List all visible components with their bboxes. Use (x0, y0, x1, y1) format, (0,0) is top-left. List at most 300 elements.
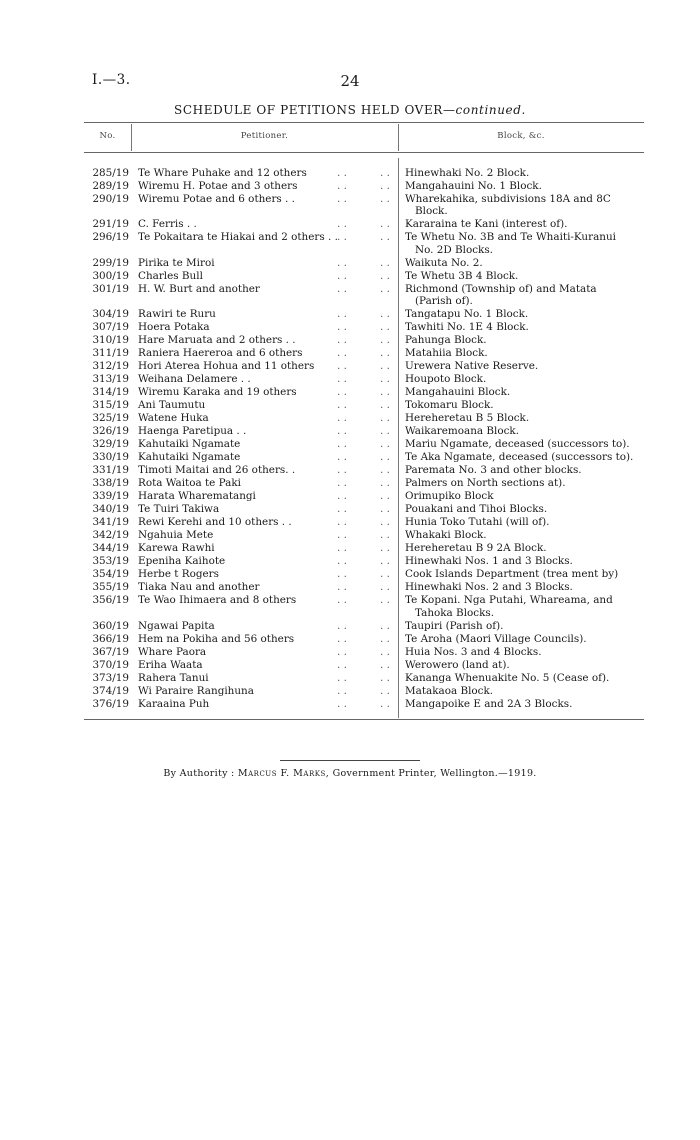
petition-number: 307/19 (92, 321, 129, 334)
petitioner-cell (132, 347, 398, 359)
leader-dots: . . (380, 438, 390, 451)
block-description: Tokomaru Block. (405, 399, 494, 412)
table-row (84, 347, 644, 359)
table-row (84, 308, 644, 320)
petitioner-cell (132, 555, 398, 567)
petitioner-name: Timoti Maitai and 26 others. . (138, 464, 296, 477)
petition-number: 299/19 (92, 256, 129, 269)
table-bottom-rule (84, 719, 644, 720)
block-cell (398, 347, 644, 359)
petitioner-cell (132, 451, 398, 463)
block-cell (398, 464, 644, 476)
petitioner-name: Charles Bull (138, 269, 203, 282)
leader-dots: . . (380, 386, 390, 399)
petitioner-cell (132, 646, 398, 658)
table-row (84, 464, 644, 476)
petitioner-cell (132, 360, 398, 372)
petition-number: 329/19 (92, 438, 129, 451)
block-description: Urewera Native Reserve. (405, 360, 539, 373)
table-row (84, 620, 644, 632)
petitioner-name: Wiremu H. Potae and 3 others (138, 180, 298, 192)
leader-dots: . . (380, 451, 390, 464)
leader-dots: . . (380, 555, 390, 568)
table-row (84, 477, 644, 489)
leader-dots: . . (380, 671, 390, 684)
petition-number: 340/19 (92, 503, 129, 516)
petitioner-name: Wiremu Potae and 6 others . . (138, 193, 295, 205)
block-cell (398, 283, 644, 308)
table-row (84, 503, 644, 515)
block-description: Hinewhaki Nos. 1 and 3 Blocks. (405, 555, 573, 568)
petitioner-cell (132, 581, 398, 593)
table-row (84, 373, 644, 385)
leader-dots: . . (337, 412, 347, 425)
leader-dots: . . (337, 529, 347, 542)
block-description: Taupiri (Parish of). (405, 619, 504, 632)
table-row (84, 581, 644, 593)
block-cell (398, 516, 644, 528)
block-description: Pouakani and Tihoi Blocks. (405, 503, 548, 516)
printer-imprint (0, 768, 700, 779)
block-description: Mangahauini Block. (405, 386, 511, 399)
table-header-rule (84, 152, 644, 153)
block-cell (398, 542, 644, 554)
leader-dots: . . (380, 594, 390, 607)
leader-dots: . . (337, 334, 347, 347)
petitioner-cell (132, 685, 398, 697)
petition-number: 290/19 (92, 193, 129, 205)
block-cell (398, 594, 644, 619)
block-description: Hunia Toko Tutahi (will of). (405, 516, 550, 529)
petition-number: 326/19 (92, 425, 129, 438)
petitioner-cell (132, 568, 398, 580)
petitioner-name: Weihana Delamere . . (138, 373, 251, 386)
petitioner-cell (132, 620, 398, 632)
footer-rule (280, 760, 420, 761)
leader-dots: . . (337, 516, 347, 529)
block-description: Huia Nos. 3 and 4 Blocks. (405, 645, 542, 658)
leader-dots: . . (337, 425, 347, 438)
petition-number: 314/19 (92, 386, 129, 399)
petitioner-name: Karewa Rawhi (138, 542, 215, 555)
block-cell (398, 672, 644, 684)
table-row (84, 438, 644, 450)
table-row (84, 698, 644, 710)
petitioner-cell (132, 529, 398, 541)
petitioner-cell (132, 321, 398, 333)
block-cell (398, 373, 644, 385)
block-description: Paremata No. 3 and other blocks. (405, 464, 582, 477)
block-description: Mangahauini No. 1 Block. (405, 180, 542, 192)
leader-dots: . . (337, 503, 347, 516)
leader-dots: . . (337, 438, 347, 451)
table-row (84, 568, 644, 580)
leader-dots: . . (337, 451, 347, 464)
leader-dots: . . (380, 167, 390, 179)
leader-dots: . . (337, 282, 347, 295)
block-description: Tangatapu No. 1 Block. (405, 308, 529, 321)
petitioner-name: Rahera Tanui (138, 671, 209, 684)
petitioner-cell (132, 180, 398, 192)
petitioner-cell (132, 412, 398, 424)
petitioner-name: Haenga Paretipua . . (138, 425, 247, 438)
page-title (0, 103, 700, 117)
leader-dots: . . (380, 334, 390, 347)
table-row (84, 542, 644, 554)
block-cell (398, 360, 644, 372)
leader-dots: . . (337, 386, 347, 399)
imprint-printer: Marcus F. Marks, (237, 768, 330, 779)
leader-dots: . . (337, 231, 347, 244)
leader-dots: . . (380, 399, 390, 412)
petition-number: 353/19 (92, 555, 129, 568)
petitioner-cell (132, 193, 398, 218)
petitioner-name: Te Wao Ihimaera and 8 others (138, 594, 297, 607)
leader-dots: . . (380, 256, 390, 269)
petition-number: 355/19 (92, 581, 129, 594)
table-row (84, 685, 644, 697)
petitioner-cell (132, 334, 398, 346)
petitioner-name: Hori Aterea Hohua and 11 others (138, 360, 315, 373)
block-description: Palmers on North sections at). (405, 477, 566, 490)
leader-dots: . . (380, 269, 390, 282)
leader-dots: . . (380, 321, 390, 334)
block-cell (398, 620, 644, 632)
block-description: Orimupiko Block (405, 490, 494, 503)
leader-dots: . . (337, 399, 347, 412)
block-description: Te Whetu No. 3B and Te Whaiti-Kuranui (405, 231, 616, 244)
block-description: Whakaki Block. (405, 529, 487, 542)
petitioner-cell (132, 218, 398, 230)
petitioner-cell (132, 386, 398, 398)
leader-dots: . . (337, 269, 347, 282)
table-row (84, 231, 644, 256)
block-cell (398, 270, 644, 282)
petitioner-name: C. Ferris . . (138, 218, 197, 231)
table-row (84, 180, 644, 192)
leader-dots: . . (380, 542, 390, 555)
leader-dots: . . (337, 594, 347, 607)
petitioner-name: Eriha Waata (138, 658, 203, 671)
petition-number: 374/19 (92, 684, 129, 697)
block-cell (398, 503, 644, 515)
block-description: Werowero (land at). (405, 658, 510, 671)
block-description-continued: No. 2D Blocks. (415, 243, 493, 256)
block-cell (398, 218, 644, 230)
block-cell (398, 568, 644, 580)
table-row (84, 659, 644, 671)
leader-dots: . . (380, 412, 390, 425)
petitioner-name: H. W. Burt and another (138, 282, 260, 295)
petitioner-name: Wi Paraire Rangihuna (138, 684, 254, 697)
table-row (84, 490, 644, 502)
block-description: Houpoto Block. (405, 373, 487, 386)
petition-number: 311/19 (92, 347, 129, 360)
leader-dots: . . (380, 697, 390, 710)
title-main: SCHEDULE OF PETITIONS HELD OVER— (174, 103, 456, 117)
column-header-no: No. (99, 131, 116, 141)
petitioner-cell (132, 231, 398, 256)
petitioner-name: Ani Taumutu (138, 399, 206, 412)
table-row (84, 646, 644, 658)
table-row (84, 334, 644, 346)
petition-number: 360/19 (92, 619, 129, 632)
petition-number: 344/19 (92, 542, 129, 555)
leader-dots: . . (337, 581, 347, 594)
petitioner-cell (132, 672, 398, 684)
petition-number: 342/19 (92, 529, 129, 542)
block-description: Hinewhaki Nos. 2 and 3 Blocks. (405, 581, 573, 594)
petition-number: 301/19 (92, 282, 129, 295)
petitioner-name: Harata Wharematangi (138, 490, 256, 503)
block-cell (398, 412, 644, 424)
petition-number: 331/19 (92, 464, 129, 477)
leader-dots: . . (380, 684, 390, 697)
block-description: Hereheretau B 5 Block. (405, 412, 530, 425)
petition-number: 291/19 (92, 218, 129, 231)
petition-number: 356/19 (92, 594, 129, 607)
leader-dots: . . (380, 490, 390, 503)
block-cell (398, 659, 644, 671)
table-row (84, 386, 644, 398)
table-row (84, 555, 644, 567)
petitioner-name: Wiremu Karaka and 19 others (138, 386, 297, 399)
petition-number: 339/19 (92, 490, 129, 503)
petitioner-name: Kahutaiki Ngamate (138, 438, 241, 451)
block-description: Mariu Ngamate, deceased (successors to). (405, 438, 630, 451)
petition-number: 315/19 (92, 399, 129, 412)
leader-dots: . . (337, 321, 347, 334)
block-description: Te Whetu 3B 4 Block. (405, 269, 519, 282)
leader-dots: . . (380, 308, 390, 321)
block-description: Waikaremoana Block. (405, 425, 520, 438)
petitioner-cell (132, 503, 398, 515)
block-cell (398, 581, 644, 593)
column-header-petitioner: Petitioner. (240, 131, 289, 141)
block-cell (398, 399, 644, 411)
petitioner-name: Hem na Pokiha and 56 others (138, 632, 295, 645)
leader-dots: . . (337, 671, 347, 684)
leader-dots: . . (337, 632, 347, 645)
table-row (84, 412, 644, 424)
block-cell (398, 685, 644, 697)
petition-number: 313/19 (92, 373, 129, 386)
petitioner-name: Tiaka Nau and another (138, 581, 260, 594)
leader-dots: . . (337, 360, 347, 373)
leader-dots: . . (380, 529, 390, 542)
petitioner-name: Te Whare Puhake and 12 others (138, 167, 307, 179)
block-description: Pahunga Block. (405, 334, 487, 347)
leader-dots: . . (337, 697, 347, 710)
table-row (84, 529, 644, 541)
leader-dots: . . (380, 645, 390, 658)
column-header-block: Block, &c. (497, 131, 545, 141)
leader-dots: . . (337, 555, 347, 568)
leader-dots: . . (337, 477, 347, 490)
block-description: Hereheretau B 9 2A Block. (405, 542, 547, 555)
table-row (84, 594, 644, 619)
petitioner-name: Raniera Haereroa and 6 others (138, 347, 303, 360)
block-cell (398, 633, 644, 645)
table-row (84, 399, 644, 411)
table-row (84, 451, 644, 463)
leader-dots: . . (380, 464, 390, 477)
leader-dots: . . (380, 619, 390, 632)
petitioner-cell (132, 594, 398, 619)
block-cell (398, 425, 644, 437)
table-row (84, 516, 644, 528)
leader-dots: . . (337, 684, 347, 697)
block-cell (398, 646, 644, 658)
block-description: Wharekahika, subdivisions 18A and 8C (405, 193, 611, 205)
leader-dots: . . (337, 180, 347, 192)
petition-number: 338/19 (92, 477, 129, 490)
petitioner-cell (132, 464, 398, 476)
block-cell (398, 477, 644, 489)
leader-dots: . . (380, 477, 390, 490)
block-cell (398, 334, 644, 346)
petitioner-cell (132, 659, 398, 671)
leader-dots: . . (337, 167, 347, 179)
petitioner-cell (132, 490, 398, 502)
block-cell (398, 555, 644, 567)
block-description-continued: (Parish of). (415, 295, 473, 308)
block-description-continued: Tahoka Blocks. (415, 606, 495, 619)
leader-dots: . . (337, 347, 347, 360)
petitioner-cell (132, 167, 398, 179)
leader-dots: . . (337, 256, 347, 269)
block-cell (398, 386, 644, 398)
petition-number: 325/19 (92, 412, 129, 425)
block-description: Te Aroha (Maori Village Councils). (405, 632, 587, 645)
petitioner-cell (132, 477, 398, 489)
petitioner-name: Rawiri te Ruru (138, 308, 216, 321)
leader-dots: . . (380, 632, 390, 645)
leader-dots: . . (337, 645, 347, 658)
petitioner-cell (132, 399, 398, 411)
imprint-suffix: Government Printer, Wellington.—1919. (332, 768, 537, 779)
petition-number: 312/19 (92, 360, 129, 373)
leader-dots: . . (380, 503, 390, 516)
leader-dots: . . (337, 464, 347, 477)
block-cell (398, 193, 644, 218)
leader-dots: . . (337, 658, 347, 671)
table-row (84, 321, 644, 333)
block-description: Matakaoa Block. (405, 684, 494, 697)
petition-number: 366/19 (92, 632, 129, 645)
table-top-rule (84, 122, 644, 123)
petitioner-name: Watene Huka (138, 412, 209, 425)
leader-dots: . . (337, 193, 347, 205)
table-row (84, 193, 644, 218)
petitioner-name: Hoera Potaka (138, 321, 210, 334)
table-row (84, 672, 644, 684)
leader-dots: . . (380, 516, 390, 529)
petitioner-cell (132, 308, 398, 320)
leader-dots: . . (337, 218, 347, 231)
block-description: Te Kopani. Nga Putahi, Whareama, and (405, 594, 613, 607)
petitioner-cell (132, 373, 398, 385)
petition-number: 373/19 (92, 671, 129, 684)
block-cell (398, 321, 644, 333)
block-cell (398, 257, 644, 269)
block-cell (398, 490, 644, 502)
table-row (84, 633, 644, 645)
leader-dots: . . (380, 568, 390, 581)
block-description: Te Aka Ngamate, deceased (successors to). (405, 451, 634, 464)
petition-number: 376/19 (92, 697, 129, 710)
leader-dots: . . (337, 542, 347, 555)
block-description: Tawhiti No. 1E 4 Block. (405, 321, 529, 334)
block-cell (398, 698, 644, 710)
leader-dots: . . (380, 658, 390, 671)
petition-number: 341/19 (92, 516, 129, 529)
petition-number: 285/19 (92, 167, 129, 179)
leader-dots: . . (380, 231, 390, 244)
petitioner-name: Ngawai Papita (138, 619, 215, 632)
block-cell (398, 167, 644, 179)
block-description: Mangapoike E and 2A 3 Blocks. (405, 697, 573, 710)
leader-dots: . . (337, 308, 347, 321)
petitioner-cell (132, 425, 398, 437)
petitioner-name: Epeniha Kaihote (138, 555, 226, 568)
leader-dots: . . (380, 282, 390, 295)
petition-number: 296/19 (92, 231, 129, 244)
block-description: Matahiia Block. (405, 347, 488, 360)
table-row (84, 257, 644, 269)
leader-dots: . . (380, 347, 390, 360)
petitioner-name: Te Pokaitara te Hiakai and 2 others . . (138, 231, 338, 244)
leader-dots: . . (380, 581, 390, 594)
leader-dots: . . (337, 619, 347, 632)
table-row (84, 167, 644, 179)
block-cell (398, 308, 644, 320)
block-cell (398, 438, 644, 450)
leader-dots: . . (380, 193, 390, 205)
petitioner-cell (132, 542, 398, 554)
leader-dots: . . (337, 373, 347, 386)
petition-number: 289/19 (92, 180, 129, 192)
table-row (84, 270, 644, 282)
petitioner-name: Rota Waitoa te Paki (138, 477, 241, 490)
petitioner-cell (132, 633, 398, 645)
petitioner-name: Kahutaiki Ngamate (138, 451, 241, 464)
table-row (84, 360, 644, 372)
block-description: Hinewhaki No. 2 Block. (405, 167, 530, 179)
petitioner-name: Whare Paora (138, 645, 207, 658)
leader-dots: . . (380, 373, 390, 386)
block-description: Richmond (Township of) and Matata (405, 282, 597, 295)
leader-dots: . . (380, 360, 390, 373)
block-description: Kananga Whenuakite No. 5 (Cease of). (405, 671, 610, 684)
title-continued: continued. (455, 103, 526, 117)
petitioner-name: Hare Maruata and 2 others . . (138, 334, 296, 347)
block-cell (398, 529, 644, 541)
document-reference: I.—3. (92, 72, 131, 88)
page-number: 24 (340, 72, 360, 90)
block-description-continued: Block. (415, 205, 448, 218)
petitioner-cell (132, 283, 398, 308)
petitioner-name: Pirika te Miroi (138, 256, 215, 269)
petitioner-name: Ngahuia Mete (138, 529, 214, 542)
petition-number: 370/19 (92, 658, 129, 671)
petitioner-cell (132, 438, 398, 450)
petitioner-name: Herbe t Rogers (138, 568, 219, 581)
block-cell (398, 231, 644, 256)
petition-number: 304/19 (92, 308, 129, 321)
petitioner-cell (132, 257, 398, 269)
leader-dots: . . (380, 180, 390, 192)
